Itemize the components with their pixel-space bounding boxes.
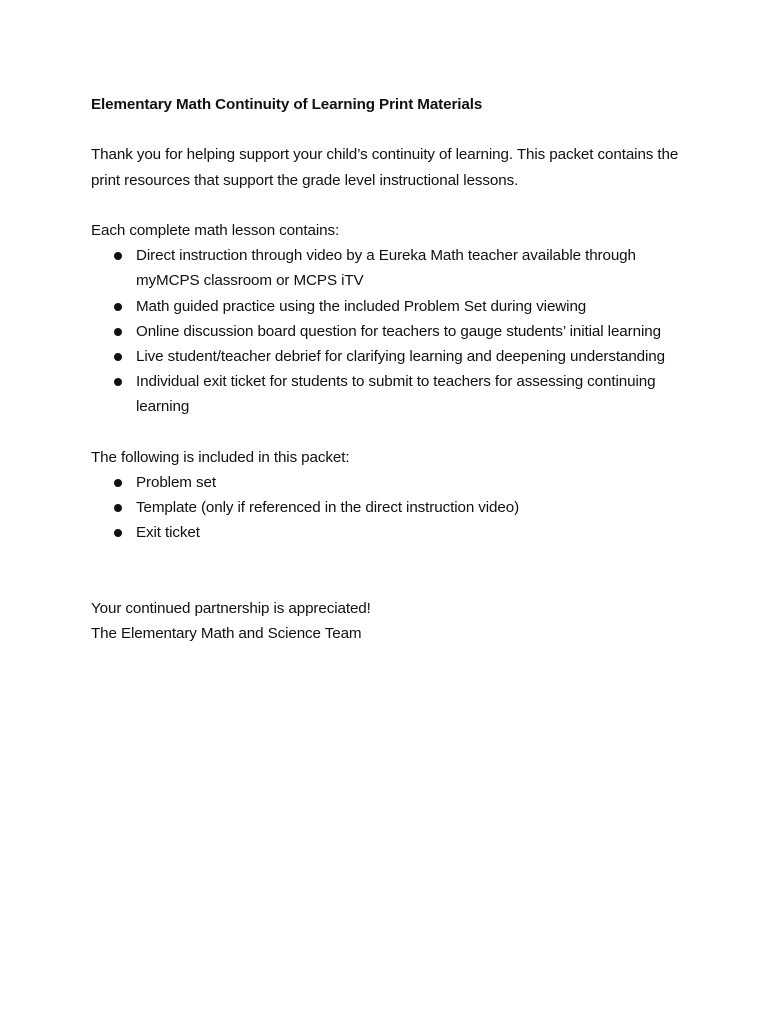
spacer bbox=[91, 117, 691, 142]
list-item bbox=[91, 294, 691, 319]
spacer bbox=[91, 546, 691, 596]
list-item-text: Template (only if referenced in the direct instruction video) bbox=[136, 499, 520, 517]
list-item-text: Problem set bbox=[136, 474, 216, 491]
signature-line: The Elementary Math and Science Team bbox=[91, 625, 362, 643]
list-item-text: Individual exit ticket for students to submit to teachers for assessing continuing learning bbox=[136, 373, 656, 416]
spacer bbox=[91, 420, 691, 445]
list-item bbox=[91, 520, 691, 545]
list-item-text: Direct instruction through video by a Eureka Math teacher available through myMCPS classroom or MCPS iTV bbox=[136, 247, 636, 290]
list-item bbox=[91, 243, 691, 293]
list-item-text: Online discussion board question for teachers to gauge students’ initial learning bbox=[136, 322, 661, 340]
lesson-components-list bbox=[91, 243, 691, 419]
document-page bbox=[91, 92, 691, 646]
list-item bbox=[91, 369, 691, 419]
bullet-icon bbox=[114, 353, 122, 361]
list-item-text: Math guided practice using the included Problem Set during viewing bbox=[136, 297, 587, 315]
spacer bbox=[91, 193, 691, 218]
list-item-text: Exit ticket bbox=[136, 524, 200, 542]
document-title: Elementary Math Continuity of Learning Print Materials bbox=[91, 96, 483, 113]
packet-list-heading: The following is included in this packet: bbox=[91, 448, 350, 466]
bullet-icon bbox=[114, 378, 122, 386]
list-item bbox=[91, 344, 691, 369]
closing-line: Your continued partnership is appreciated! bbox=[91, 600, 371, 617]
intro-paragraph: Thank you for helping support your child’s continuity of learning. This packet contains the print resources that support the grade level instructional lessons. bbox=[91, 146, 679, 189]
list-item bbox=[91, 495, 691, 520]
list-item bbox=[91, 319, 691, 344]
bullet-icon bbox=[114, 504, 122, 512]
bullet-icon bbox=[114, 479, 122, 487]
list-item bbox=[91, 470, 691, 495]
bullet-icon bbox=[114, 328, 122, 336]
bullet-icon bbox=[114, 303, 122, 311]
bullet-icon bbox=[114, 252, 122, 260]
lesson-list-heading: Each complete math lesson contains: bbox=[91, 221, 340, 239]
bullet-icon bbox=[114, 529, 122, 537]
packet-contents-list bbox=[91, 470, 691, 546]
list-item-text: Live student/teacher debrief for clarifying learning and deepening understanding bbox=[136, 348, 665, 365]
